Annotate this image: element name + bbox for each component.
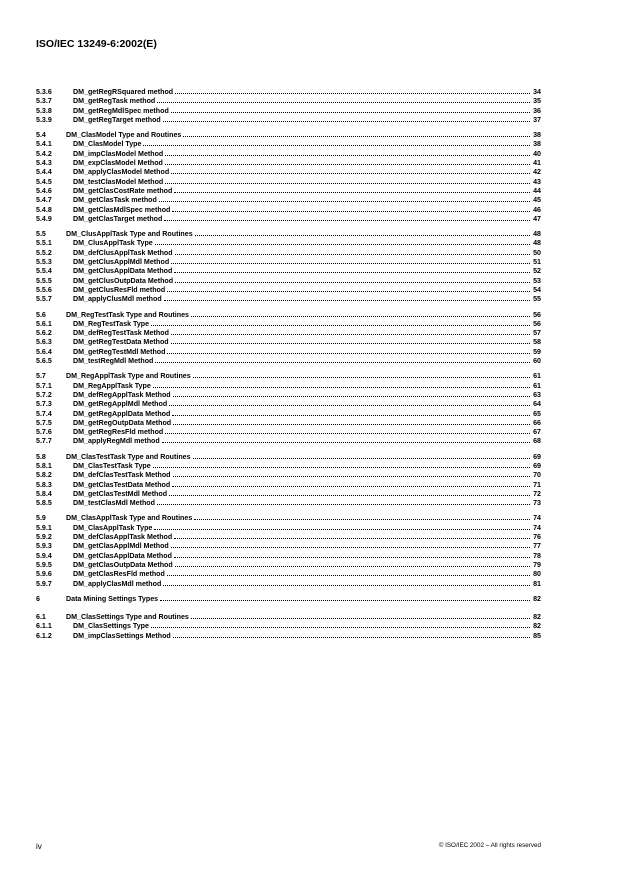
toc-dot-leader (169, 404, 530, 406)
toc-entry-title: DM_getClasResFld method (73, 570, 165, 579)
toc-entry-title: DM_ClasApplTask Type and Routines (66, 514, 193, 523)
toc-entry-title: DM_getClusApplData Method (73, 267, 173, 276)
toc-entry[interactable] (36, 187, 541, 196)
toc-entry-number: 5.5.5 (36, 276, 52, 285)
toc-entry-number: 5.8.5 (36, 499, 52, 508)
toc-entry-number: 5.3.8 (36, 106, 52, 115)
toc-entry-page: 71 (533, 480, 541, 489)
toc-entry-title: DM_ClasModel Type and Routines (66, 131, 182, 140)
toc-entry-number: 5.9.5 (36, 560, 52, 569)
toc-entry-number: 5.7.7 (36, 437, 52, 446)
toc-entry-title: DM_testClasMdl Method (73, 499, 155, 508)
toc-entry-page: 78 (533, 551, 541, 560)
toc-entry-page: 65 (533, 409, 541, 418)
toc-entry-number: 5.7 (36, 372, 46, 381)
toc-entry-title: DM_ClasTestTask Type and Routines (66, 452, 191, 461)
toc-entry[interactable] (36, 481, 541, 490)
toc-entry-page: 53 (533, 276, 541, 285)
toc-section (36, 131, 541, 224)
toc-entry-number: 5.5.7 (36, 295, 52, 304)
toc-entry[interactable] (36, 453, 541, 462)
toc-entry-page: 51 (533, 258, 541, 267)
toc-entry[interactable] (36, 462, 541, 471)
toc-entry[interactable] (36, 338, 541, 347)
toc-entry[interactable] (36, 490, 541, 499)
toc-entry-title: DM_expClasModel Method (73, 159, 163, 168)
toc-entry-number: 5.9.4 (36, 551, 52, 560)
toc-section (36, 88, 541, 125)
toc-entry[interactable] (36, 159, 541, 168)
toc-dot-leader (172, 414, 530, 416)
toc-entry[interactable] (36, 471, 541, 480)
toc-entry[interactable] (36, 286, 541, 295)
toc-entry-number: 5.5.3 (36, 258, 52, 267)
toc-entry-title: DM_getClasApplData Method (73, 551, 172, 560)
toc-dot-leader (171, 333, 530, 335)
toc-dot-leader (167, 352, 530, 354)
toc-entry-title: DM_defRegApplTask Method (73, 390, 171, 399)
toc-dot-leader (143, 144, 530, 146)
page-footer (36, 842, 541, 851)
toc-entry-page: 74 (533, 523, 541, 532)
toc-dot-leader (155, 243, 530, 245)
toc-dot-leader (175, 253, 530, 255)
toc-entry-title: DM_RegApplTask Type (73, 381, 151, 390)
toc-dot-leader (173, 475, 531, 477)
toc-dot-leader (164, 219, 530, 221)
toc-entry[interactable] (36, 499, 541, 508)
toc-entry-number: 5.5 (36, 230, 46, 239)
toc-entry[interactable] (36, 580, 541, 589)
toc-entry-title: DM_defClasApplTask Method (73, 533, 173, 542)
toc-entry-number: 5.4.8 (36, 205, 52, 214)
toc-entry[interactable] (36, 97, 541, 106)
toc-entry-title: DM_ClasSettings Type (73, 622, 149, 631)
toc-entry-number: 5.8.4 (36, 489, 52, 498)
toc-entry-title: DM_applyRegMdl method (73, 437, 160, 446)
toc-dot-leader (174, 556, 530, 558)
toc-entry-page: 80 (533, 570, 541, 579)
toc-entry-page: 45 (533, 196, 541, 205)
toc-dot-leader (165, 432, 530, 434)
toc-entry[interactable] (36, 632, 541, 641)
toc-entry-number: 5.7.6 (36, 428, 52, 437)
toc-section (36, 595, 541, 604)
toc-entry[interactable] (36, 382, 541, 391)
toc-dot-leader (155, 361, 530, 363)
toc-entry-title: DM_ClasTestTask Type (73, 461, 151, 470)
toc-section (36, 372, 541, 446)
toc-entry[interactable] (36, 88, 541, 97)
toc-dot-leader (193, 457, 530, 459)
toc-section (36, 514, 541, 588)
toc-dot-leader (174, 191, 530, 193)
toc-entry-number: 5.9.3 (36, 542, 52, 551)
toc-entry-page: 44 (533, 186, 541, 195)
toc-entry-title: DM_applyClasMdl method (73, 579, 162, 588)
toc-entry-page: 41 (533, 159, 541, 168)
toc-entry-title: DM_getRegResFld method (73, 428, 164, 437)
toc-entry-number: 5.3.7 (36, 97, 52, 106)
toc-entry-page: 82 (533, 613, 541, 622)
toc-entry-number: 5.7.2 (36, 390, 52, 399)
toc-dot-leader (159, 200, 530, 202)
toc-dot-leader (174, 271, 530, 273)
toc-entry[interactable] (36, 533, 541, 542)
toc-entry[interactable] (36, 107, 541, 116)
toc-entry-number: 5.4 (36, 131, 46, 140)
toc-entry-page: 47 (533, 214, 541, 223)
toc-section (36, 311, 541, 367)
toc-entry-title: DM_getRegOutpData Method (73, 418, 172, 427)
toc-entry[interactable] (36, 613, 541, 622)
toc-entry-number: 5.4.5 (36, 177, 52, 186)
toc-entry-number: 5.3.9 (36, 115, 52, 124)
toc-entry-number: 5.9 (36, 514, 46, 523)
toc-entry-page: 72 (533, 489, 541, 498)
toc-entry-number: 5.7.3 (36, 400, 52, 409)
toc-entry-page: 67 (533, 428, 541, 437)
toc-entry[interactable] (36, 277, 541, 286)
toc-entry-page: 81 (533, 579, 541, 588)
toc-entry-number: 5.3.6 (36, 88, 52, 96)
toc-entry-title: DM_testClasModel Method (73, 177, 164, 186)
toc-entry-page: 56 (533, 310, 541, 319)
toc-entry-number: 5.4.2 (36, 149, 52, 158)
toc-dot-leader (157, 101, 530, 103)
toc-entry-page: 82 (533, 594, 541, 603)
toc-entry-page: 38 (533, 131, 541, 140)
toc-entry-page: 48 (533, 239, 541, 248)
toc-entry-page: 56 (533, 319, 541, 328)
toc-entry-page: 82 (533, 622, 541, 631)
toc-entry-number: 5.8 (36, 452, 46, 461)
toc-entry-number: 5.9.6 (36, 570, 52, 579)
toc-entry-number: 5.7.5 (36, 418, 52, 427)
toc-entry[interactable] (36, 410, 541, 419)
toc-dot-leader (194, 518, 530, 520)
toc-entry-title: DM_getClusApplMdl Method (73, 258, 170, 267)
toc-entry[interactable] (36, 622, 541, 631)
toc-entry-page: 73 (533, 499, 541, 508)
toc-entry[interactable] (36, 116, 541, 125)
toc-entry-page: 40 (533, 149, 541, 158)
toc-entry[interactable] (36, 178, 541, 187)
toc-entry[interactable] (36, 437, 541, 446)
toc-entry-page: 42 (533, 168, 541, 177)
toc-dot-leader (175, 92, 530, 94)
toc-entry[interactable] (36, 428, 541, 437)
toc-entry-page: 76 (533, 533, 541, 542)
table-of-contents (36, 88, 541, 647)
toc-entry-number: 5.8.2 (36, 471, 52, 480)
toc-entry-page: 63 (533, 390, 541, 399)
toc-entry-number: 5.6.3 (36, 338, 52, 347)
toc-entry-title: DM_getClasCostRate method (73, 186, 173, 195)
toc-entry-page: 54 (533, 285, 541, 294)
toc-entry-page: 38 (533, 140, 541, 149)
toc-entry-page: 35 (533, 97, 541, 106)
toc-entry-page: 37 (533, 115, 541, 124)
toc-entry[interactable] (36, 230, 541, 239)
toc-entry-page: 69 (533, 452, 541, 461)
toc-entry-page: 79 (533, 560, 541, 569)
toc-entry-page: 46 (533, 205, 541, 214)
toc-entry-number: 5.4.3 (36, 159, 52, 168)
toc-entry[interactable] (36, 168, 541, 177)
toc-dot-leader (174, 537, 530, 539)
toc-dot-leader (154, 528, 530, 530)
toc-entry-page: 36 (533, 106, 541, 115)
toc-entry-number: 5.9.7 (36, 579, 52, 588)
toc-dot-leader (171, 342, 530, 344)
toc-entry-title: DM_applyClasModel Method (73, 168, 170, 177)
toc-entry-page: 69 (533, 461, 541, 470)
toc-entry[interactable] (36, 239, 541, 248)
toc-entry[interactable] (36, 561, 541, 570)
toc-entry-number: 5.6.4 (36, 347, 52, 356)
toc-dot-leader (175, 281, 530, 283)
toc-entry[interactable] (36, 595, 541, 604)
toc-entry[interactable] (36, 357, 541, 366)
toc-entry-page: 85 (533, 631, 541, 640)
toc-entry-number: 5.6.2 (36, 329, 52, 338)
toc-entry[interactable] (36, 150, 541, 159)
toc-entry-number: 5.4.9 (36, 214, 52, 223)
toc-entry[interactable] (36, 131, 541, 140)
toc-dot-leader (163, 120, 530, 122)
toc-entry-number: 5.5.4 (36, 267, 52, 276)
toc-entry-title: DM_defClusApplTask Method (73, 248, 173, 257)
toc-entry[interactable] (36, 140, 541, 149)
toc-entry-title: DM_getClusResFld method (73, 285, 166, 294)
toc-entry-number: 5.4.7 (36, 196, 52, 205)
toc-entry[interactable] (36, 524, 541, 533)
toc-section (36, 613, 541, 641)
toc-dot-leader (183, 135, 530, 137)
toc-entry[interactable] (36, 196, 541, 205)
toc-entry-number: 5.6.1 (36, 319, 52, 328)
toc-entry-number: 5.9.2 (36, 533, 52, 542)
toc-entry-title: DM_ClasModel Type (73, 140, 142, 149)
toc-entry[interactable] (36, 258, 541, 267)
toc-entry-page: 34 (533, 88, 541, 96)
toc-dot-leader (165, 154, 530, 156)
toc-entry-number: 6.1.2 (36, 631, 52, 640)
page-number: iv (36, 842, 42, 851)
toc-dot-leader (172, 210, 530, 212)
toc-entry-page: 60 (533, 357, 541, 366)
toc-entry-number: 6.1.1 (36, 622, 52, 631)
toc-entry-number: 5.4.4 (36, 168, 52, 177)
toc-entry[interactable] (36, 372, 541, 381)
toc-entry-title: DM_RegApplTask Type and Routines (66, 372, 191, 381)
toc-entry[interactable] (36, 320, 541, 329)
toc-dot-leader (173, 395, 530, 397)
toc-dot-leader (171, 172, 530, 174)
toc-dot-leader (153, 466, 530, 468)
toc-entry-page: 57 (533, 329, 541, 338)
toc-entry-title: DM_getRegTask method (73, 97, 156, 106)
toc-entry-title: Data Mining Settings Types (66, 594, 159, 603)
toc-entry-page: 61 (533, 381, 541, 390)
toc-entry-title: DM_getClasTask method (73, 196, 157, 205)
toc-entry[interactable] (36, 295, 541, 304)
toc-dot-leader (167, 574, 530, 576)
toc-dot-leader (173, 636, 530, 638)
toc-entry-title: DM_getClasMdlSpec method (73, 205, 171, 214)
toc-entry-number: 5.4.6 (36, 186, 52, 195)
toc-entry-page: 64 (533, 400, 541, 409)
toc-entry-number: 5.8.1 (36, 461, 52, 470)
toc-entry-title: DM_getRegMdlSpec method (73, 106, 169, 115)
toc-entry-page: 58 (533, 338, 541, 347)
toc-entry[interactable] (36, 348, 541, 357)
toc-entry-number: 5.4.1 (36, 140, 52, 149)
toc-entry-page: 74 (533, 514, 541, 523)
toc-entry[interactable] (36, 400, 541, 409)
toc-entry-number: 5.8.3 (36, 480, 52, 489)
toc-dot-leader (157, 503, 530, 505)
toc-entry-title: DM_applyClusMdl method (73, 295, 162, 304)
toc-entry-title: DM_getClasApplMdl Method (73, 542, 169, 551)
toc-entry[interactable] (36, 570, 541, 579)
toc-entry-number: 5.7.4 (36, 409, 52, 418)
document-header: ISO/IEC 13249-6:2002(E) (36, 38, 157, 50)
toc-entry-number: 5.7.1 (36, 381, 52, 390)
toc-entry-title: DM_getClasTarget method (73, 214, 163, 223)
toc-dot-leader (164, 299, 530, 301)
toc-entry-number: 5.5.1 (36, 239, 52, 248)
toc-dot-leader (167, 290, 530, 292)
toc-entry[interactable] (36, 514, 541, 523)
toc-entry-number: 6 (36, 594, 40, 603)
toc-dot-leader (191, 315, 530, 317)
toc-entry-title: DM_RegTestTask Type (73, 319, 150, 328)
toc-dot-leader (172, 485, 530, 487)
toc-entry-number: 5.5.2 (36, 248, 52, 257)
toc-dot-leader (153, 386, 530, 388)
toc-dot-leader (151, 626, 530, 628)
toc-entry-title: DM_getClusOutpData Method (73, 276, 174, 285)
toc-entry[interactable] (36, 249, 541, 258)
toc-entry-page: 66 (533, 418, 541, 427)
toc-entry-title: DM_getClasOutpData Method (73, 560, 173, 569)
toc-entry[interactable] (36, 552, 541, 561)
toc-entry-number: 5.6.5 (36, 357, 52, 366)
toc-dot-leader (165, 182, 530, 184)
toc-dot-leader (175, 565, 530, 567)
toc-entry[interactable] (36, 206, 541, 215)
toc-entry-title: DM_ClasSettings Type and Routines (66, 613, 189, 622)
toc-entry[interactable] (36, 215, 541, 224)
toc-entry-page: 52 (533, 267, 541, 276)
toc-entry-page: 55 (533, 295, 541, 304)
toc-entry[interactable] (36, 419, 541, 428)
toc-entry-title: DM_RegTestTask Type and Routines (66, 310, 189, 319)
toc-entry-number: 5.6 (36, 310, 46, 319)
toc-entry[interactable] (36, 311, 541, 320)
toc-dot-leader (171, 111, 530, 113)
toc-entry-title: DM_defClasTestTask Method (73, 471, 171, 480)
toc-entry-title: DM_getRegRSquared method (73, 88, 174, 96)
toc-dot-leader (171, 262, 530, 264)
toc-dot-leader (191, 617, 530, 619)
toc-entry-title: DM_testRegMdl Method (73, 357, 154, 366)
toc-entry-title: DM_impClasSettings Method (73, 631, 171, 640)
toc-entry[interactable] (36, 542, 541, 551)
toc-entry-title: DM_getRegApplMdl Method (73, 400, 168, 409)
toc-entry-page: 43 (533, 177, 541, 186)
toc-entry-title: DM_getRegApplData Method (73, 409, 171, 418)
toc-section (36, 453, 541, 509)
toc-dot-leader (151, 324, 530, 326)
toc-entry-title: DM_getRegTestMdl Method (73, 347, 166, 356)
toc-entry-title: DM_impClasModel Method (73, 149, 164, 158)
toc-entry-title: DM_defRegTestTask Method (73, 329, 169, 338)
toc-entry-page: 48 (533, 230, 541, 239)
toc-dot-leader (163, 584, 530, 586)
toc-entry[interactable] (36, 267, 541, 276)
toc-entry-number: 5.9.1 (36, 523, 52, 532)
toc-entry-title: DM_getClasTestData Method (73, 480, 171, 489)
toc-entry-page: 70 (533, 471, 541, 480)
toc-entry-title: DM_ClasApplTask Type (73, 523, 153, 532)
toc-entry-page: 68 (533, 437, 541, 446)
toc-dot-leader (160, 599, 530, 601)
toc-entry-number: 5.5.6 (36, 285, 52, 294)
toc-entry-title: DM_ClusApplTask Type and Routines (66, 230, 193, 239)
toc-dot-leader (165, 163, 530, 165)
toc-entry[interactable] (36, 391, 541, 400)
toc-dot-leader (173, 423, 530, 425)
toc-entry-title: DM_ClusApplTask Type (73, 239, 153, 248)
toc-dot-leader (195, 234, 530, 236)
toc-dot-leader (193, 376, 530, 378)
toc-section (36, 230, 541, 304)
toc-entry-title: DM_getClasTestMdl Method (73, 489, 168, 498)
copyright-notice: © ISO/IEC 2002 – All rights reserved (438, 842, 541, 849)
toc-entry[interactable] (36, 329, 541, 338)
toc-entry-page: 61 (533, 372, 541, 381)
toc-entry-page: 50 (533, 248, 541, 257)
toc-dot-leader (169, 494, 530, 496)
toc-dot-leader (171, 546, 530, 548)
toc-entry-title: DM_getRegTarget method (73, 115, 161, 124)
toc-dot-leader (162, 441, 530, 443)
toc-entry-page: 77 (533, 542, 541, 551)
toc-entry-number: 6.1 (36, 613, 46, 622)
toc-entry-page: 59 (533, 347, 541, 356)
toc-entry-title: DM_getRegTestData Method (73, 338, 169, 347)
